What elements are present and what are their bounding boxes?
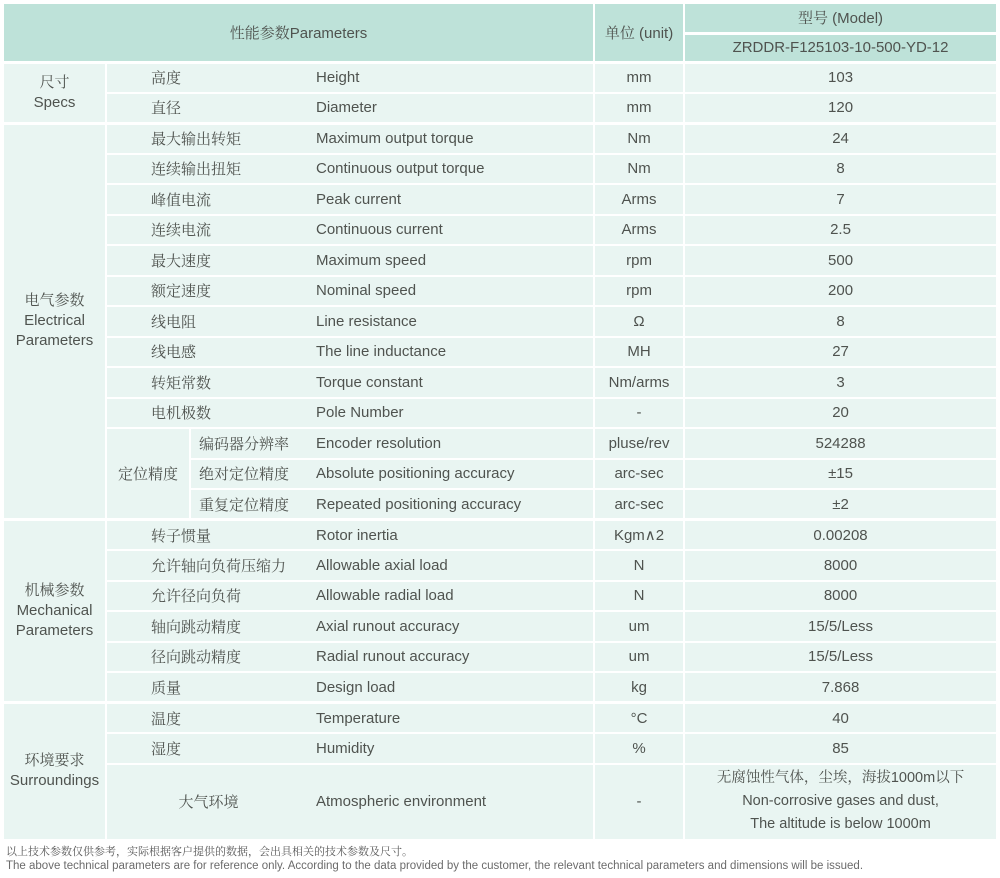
table-row bbox=[4, 154, 996, 185]
spec-table-body bbox=[4, 62, 996, 839]
value-cell: 103 bbox=[684, 62, 996, 93]
table-row bbox=[4, 398, 996, 429]
unit-header: 单位 (unit) bbox=[594, 4, 684, 62]
unit-cell: mm bbox=[594, 93, 684, 124]
param-label-en: Atmospheric environment bbox=[310, 764, 594, 839]
section-label bbox=[4, 520, 106, 703]
param-label-cn: 连续输出扭矩 bbox=[106, 154, 310, 185]
param-label-cn: 峰值电流 bbox=[106, 184, 310, 215]
table-row bbox=[4, 672, 996, 703]
param-sublabel-cn: 绝对定位精度 bbox=[190, 459, 310, 490]
param-label-en: Encoder resolution bbox=[310, 428, 594, 459]
param-label-en: Absolute positioning accuracy bbox=[310, 459, 594, 490]
table-row bbox=[4, 550, 996, 581]
value-cell: 7 bbox=[684, 184, 996, 215]
value-cell: 500 bbox=[684, 245, 996, 276]
value-cell: 200 bbox=[684, 276, 996, 307]
unit-cell: arc-sec bbox=[594, 489, 684, 520]
unit-cell: um bbox=[594, 611, 684, 642]
unit-cell: Nm/arms bbox=[594, 367, 684, 398]
table-row bbox=[4, 276, 996, 307]
value-cell: 2.5 bbox=[684, 215, 996, 246]
param-label-cn: 径向跳动精度 bbox=[106, 642, 310, 673]
table-row bbox=[4, 764, 996, 839]
param-label-en: Continuous output torque bbox=[310, 154, 594, 185]
param-label-en: Radial runout accuracy bbox=[310, 642, 594, 673]
table-row bbox=[4, 733, 996, 764]
value-cell: 27 bbox=[684, 337, 996, 368]
section-label bbox=[4, 62, 106, 123]
section-label-en: Mechanical Parameters bbox=[15, 602, 94, 639]
value-cell: 0.00208 bbox=[684, 520, 996, 551]
value-cell: 8 bbox=[684, 306, 996, 337]
param-label-cn: 高度 bbox=[106, 62, 310, 93]
section-label-en: Electrical Parameters bbox=[15, 312, 94, 350]
value-cell: 15/5/Less bbox=[684, 611, 996, 642]
section-label-cn: 机械参数 bbox=[24, 582, 85, 599]
param-label-cn: 允许径向负荷 bbox=[106, 581, 310, 612]
value-line: The altitude is below 1000m bbox=[750, 816, 931, 832]
value-multiline bbox=[685, 767, 996, 836]
unit-cell: Nm bbox=[594, 154, 684, 185]
unit-cell: Ω bbox=[594, 306, 684, 337]
unit-cell: Arms bbox=[594, 215, 684, 246]
unit-cell: MH bbox=[594, 337, 684, 368]
table-row bbox=[4, 93, 996, 124]
value-cell: 24 bbox=[684, 123, 996, 154]
table-row bbox=[4, 245, 996, 276]
table-row bbox=[4, 581, 996, 612]
unit-cell: N bbox=[594, 581, 684, 612]
value-cell: 3 bbox=[684, 367, 996, 398]
param-label-cn: 线电感 bbox=[106, 337, 310, 368]
footnote-en: The above technical parameters are for reference only. According to the data provided by the customer, the relevant technical parameters and dimensions will be issued. bbox=[6, 859, 864, 872]
table-row bbox=[4, 703, 996, 734]
unit-cell: rpm bbox=[594, 276, 684, 307]
param-label-en: Height bbox=[310, 62, 594, 93]
value-cell: ±2 bbox=[684, 489, 996, 520]
table-row bbox=[4, 306, 996, 337]
section-label-cn: 电气参数 bbox=[24, 292, 85, 310]
param-label-cn: 大气环境 bbox=[106, 764, 310, 839]
unit-cell: rpm bbox=[594, 245, 684, 276]
table-row bbox=[4, 611, 996, 642]
param-label-cn: 转矩常数 bbox=[106, 367, 310, 398]
param-label-en: Humidity bbox=[310, 733, 594, 764]
value-cell bbox=[684, 764, 996, 839]
param-label-cn: 最大输出转矩 bbox=[106, 123, 310, 154]
value-line: Non-corrosive gases and dust, bbox=[742, 793, 939, 809]
param-label-en: Allowable radial load bbox=[310, 581, 594, 612]
value-cell: 8000 bbox=[684, 550, 996, 581]
table-row bbox=[4, 428, 996, 459]
param-label-en: Axial runout accuracy bbox=[310, 611, 594, 642]
table-row bbox=[4, 367, 996, 398]
table-row bbox=[4, 62, 996, 93]
value-cell: 8000 bbox=[684, 581, 996, 612]
spec-table bbox=[4, 4, 996, 839]
spec-table-header bbox=[4, 4, 996, 62]
model-number: ZRDDR-F125103-10-500-YD-12 bbox=[684, 33, 996, 62]
table-row bbox=[4, 337, 996, 368]
param-label-cn: 连续电流 bbox=[106, 215, 310, 246]
unit-cell: mm bbox=[594, 62, 684, 93]
value-cell: 85 bbox=[684, 733, 996, 764]
unit-cell: Kgm∧2 bbox=[594, 520, 684, 551]
param-label-cn: 电机极数 bbox=[106, 398, 310, 429]
param-label-cn: 直径 bbox=[106, 93, 310, 124]
value-cell: ±15 bbox=[684, 459, 996, 490]
section-label-cn: 尺寸 bbox=[39, 73, 70, 91]
param-label-en: Diameter bbox=[310, 93, 594, 124]
model-header: 型号 (Model) bbox=[684, 4, 996, 33]
param-label-cn: 线电阻 bbox=[106, 306, 310, 337]
param-label-cn: 轴向跳动精度 bbox=[106, 611, 310, 642]
param-label-en: Pole Number bbox=[310, 398, 594, 429]
table-row bbox=[4, 520, 996, 551]
param-label-en: Maximum output torque bbox=[310, 123, 594, 154]
param-label-en: Design load bbox=[310, 672, 594, 703]
value-line: 无腐蚀性气体，尘埃，海拔1000m以下 bbox=[716, 770, 965, 786]
unit-cell: um bbox=[594, 642, 684, 673]
footnotes bbox=[4, 839, 996, 874]
table-row bbox=[4, 184, 996, 215]
table-row bbox=[4, 123, 996, 154]
unit-cell: - bbox=[594, 764, 684, 839]
param-sublabel-cn: 编码器分辨率 bbox=[190, 428, 310, 459]
value-cell: 120 bbox=[684, 93, 996, 124]
param-label-cn: 额定速度 bbox=[106, 276, 310, 307]
section-label-en: Specs bbox=[33, 93, 76, 111]
table-row bbox=[4, 215, 996, 246]
unit-cell: - bbox=[594, 398, 684, 429]
param-label-en: Rotor inertia bbox=[310, 520, 594, 551]
value-cell: 40 bbox=[684, 703, 996, 734]
value-cell: 8 bbox=[684, 154, 996, 185]
unit-cell: °C bbox=[594, 703, 684, 734]
unit-cell: % bbox=[594, 733, 684, 764]
param-label-en: Nominal speed bbox=[310, 276, 594, 307]
footnote-cn: 以上技术参数仅供参考，实际根据客户提供的数据，会出具相关的技术参数及尺寸。 bbox=[6, 845, 413, 858]
value-cell: 20 bbox=[684, 398, 996, 429]
unit-cell: N bbox=[594, 550, 684, 581]
unit-cell: Nm bbox=[594, 123, 684, 154]
unit-cell: pluse/rev bbox=[594, 428, 684, 459]
table-row bbox=[4, 642, 996, 673]
value-cell: 524288 bbox=[684, 428, 996, 459]
param-label-en: Maximum speed bbox=[310, 245, 594, 276]
section-label bbox=[4, 703, 106, 839]
param-label-en: Repeated positioning accuracy bbox=[310, 489, 594, 520]
param-label-en: Temperature bbox=[310, 703, 594, 734]
param-label-en: Allowable axial load bbox=[310, 550, 594, 581]
value-cell: 7.868 bbox=[684, 672, 996, 703]
param-label-cn: 湿度 bbox=[106, 733, 310, 764]
param-label-en: Torque constant bbox=[310, 367, 594, 398]
param-label-cn: 转子惯量 bbox=[106, 520, 310, 551]
param-label-cn: 允许轴向负荷压缩力 bbox=[106, 550, 310, 581]
param-label-cn: 最大速度 bbox=[106, 245, 310, 276]
unit-cell: arc-sec bbox=[594, 459, 684, 490]
value-cell: 15/5/Less bbox=[684, 642, 996, 673]
unit-cell: Arms bbox=[594, 184, 684, 215]
group-label: 定位精度 bbox=[106, 428, 190, 520]
param-label-cn: 温度 bbox=[106, 703, 310, 734]
param-label-en: Peak current bbox=[310, 184, 594, 215]
unit-cell: kg bbox=[594, 672, 684, 703]
param-label-en: Continuous current bbox=[310, 215, 594, 246]
section-label bbox=[4, 123, 106, 520]
param-label-en: Line resistance bbox=[310, 306, 594, 337]
param-label-cn: 质量 bbox=[106, 672, 310, 703]
parameters-header: 性能参数Parameters bbox=[4, 4, 594, 62]
param-label-en: The line inductance bbox=[310, 337, 594, 368]
section-label-cn: 环境要求 bbox=[24, 752, 85, 770]
section-label-en: Surroundings bbox=[9, 772, 100, 790]
param-sublabel-cn: 重复定位精度 bbox=[190, 489, 310, 520]
